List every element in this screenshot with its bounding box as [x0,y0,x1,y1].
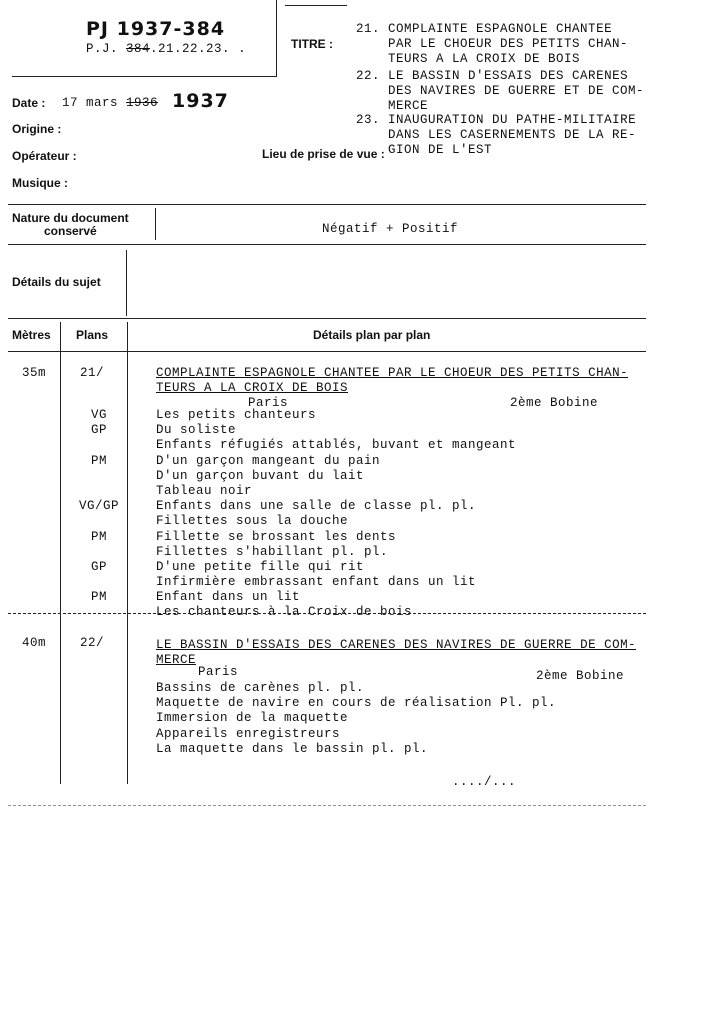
typed-reference-prefix: P.J. [86,42,119,56]
section-21-shots [156,408,516,621]
titre-21: 21. COMPLAINTE ESPAGNOLE CHANTEE PAR LE CHOEUR DES PETITS CHAN- TEURS A LA CROIX DE BOIS [356,22,629,67]
date-value [62,96,158,110]
list-item: La maquette dans le bassin pl. pl. [156,741,429,756]
section-21-metres: 35m [22,366,47,380]
musique-label: Musique : [12,176,68,190]
section-22-bobine: 2ème Bobine [536,669,625,683]
typed-reference-suffix: .21.22.23. [150,42,231,56]
list-item: Infirmière embrassant enfant dans un lit [156,575,477,590]
header-details: Détails plan par plan [313,328,431,342]
continuation-mark: ..../... [452,775,517,789]
list-item: Enfant dans un lit [156,590,301,605]
list-item: Enfants dans une salle de classe pl. pl. [156,499,477,514]
typed-reference-struck: 384 [126,42,151,56]
titre-22: 22. LE BASSIN D'ESSAIS DES CARENES DES NAVIRES DE GUERRE ET DE COM- MERCE [356,69,645,114]
list-item: Les chanteurs à la Croix de bois [156,605,413,620]
list-item: D'une petite fille qui rit [156,559,365,574]
typed-reference: P.J. 384.21.22.23. . [86,42,247,56]
section-21-place: Paris [248,396,289,410]
list-item: Fillettes s'habillant pl. pl. [156,544,389,559]
titre-23: 23. INAUGURATION DU PATHE-MILITAIRE DANS LES CASERNEMENTS DE LA RE- GION DE L'EST [356,113,637,158]
handwritten-reference: PJ 1937-384 [86,18,226,40]
date-typed: 17 mars [62,96,119,110]
titre-number: 23. [356,113,381,127]
header-metres: Mètres [12,328,51,342]
lieu-label: Lieu de prise de vue : [262,147,385,161]
section-22-shots [156,681,556,757]
section-22-title: LE BASSIN D'ESSAIS DES CARENES DES NAVIRES DE GUERRE DE COM- MERCE [156,638,637,668]
list-item: Bassins de carènes pl. pl. [156,681,365,695]
section-21-title: COMPLAINTE ESPAGNOLE CHANTEE PAR LE CHOEUR DES PETITS CHAN- TEURS A LA CROIX DE BOIS [156,366,629,396]
section-21-bobine: 2ème Bobine [510,396,599,410]
list-item: D'un garçon mangeant du pain [156,453,381,468]
list-item: Les petits chanteurs [156,408,317,422]
titre-number: 21. [356,22,381,36]
nature-label: Nature du document conservé [12,211,129,238]
date-handwritten: 1937 [172,90,229,112]
details-sujet-label: Détails du sujet [12,275,101,289]
list-item: Appareils enregistreurs [156,726,341,741]
titre-number: 22. [356,69,381,83]
section-22-plan-number: 22/ [80,636,105,650]
date-label: Date : [12,96,46,110]
list-item: Fillettes sous la douche [156,514,349,529]
section-22-place: Paris [198,665,239,679]
list-item: Enfants réfugiés attablés, buvant et mangeant [156,438,517,453]
origine-label: Origine : [12,122,62,136]
section-21-plan-number: 21/ [80,366,105,380]
titre-label: TITRE : [291,37,333,51]
list-item: Immersion de la maquette [156,711,349,726]
operateur-label: Opérateur : [12,149,77,163]
date-struck: 1936 [126,96,159,110]
list-item: Tableau noir [156,483,253,498]
section-22-metres: 40m [22,636,47,650]
section-21-plan-types: VG GP PM VG/GP PM GP PM [78,408,119,605]
section-separator [8,613,646,614]
nature-value: Négatif + Positif [322,222,459,236]
list-item: Maquette de navire en cours de réalisation Pl. pl. [156,696,557,711]
list-item: Fillette se brossant les dents [156,529,397,544]
list-item: D'un garçon buvant du lait [156,468,365,483]
header-plans: Plans [76,328,109,342]
list-item: Du soliste [156,423,237,438]
